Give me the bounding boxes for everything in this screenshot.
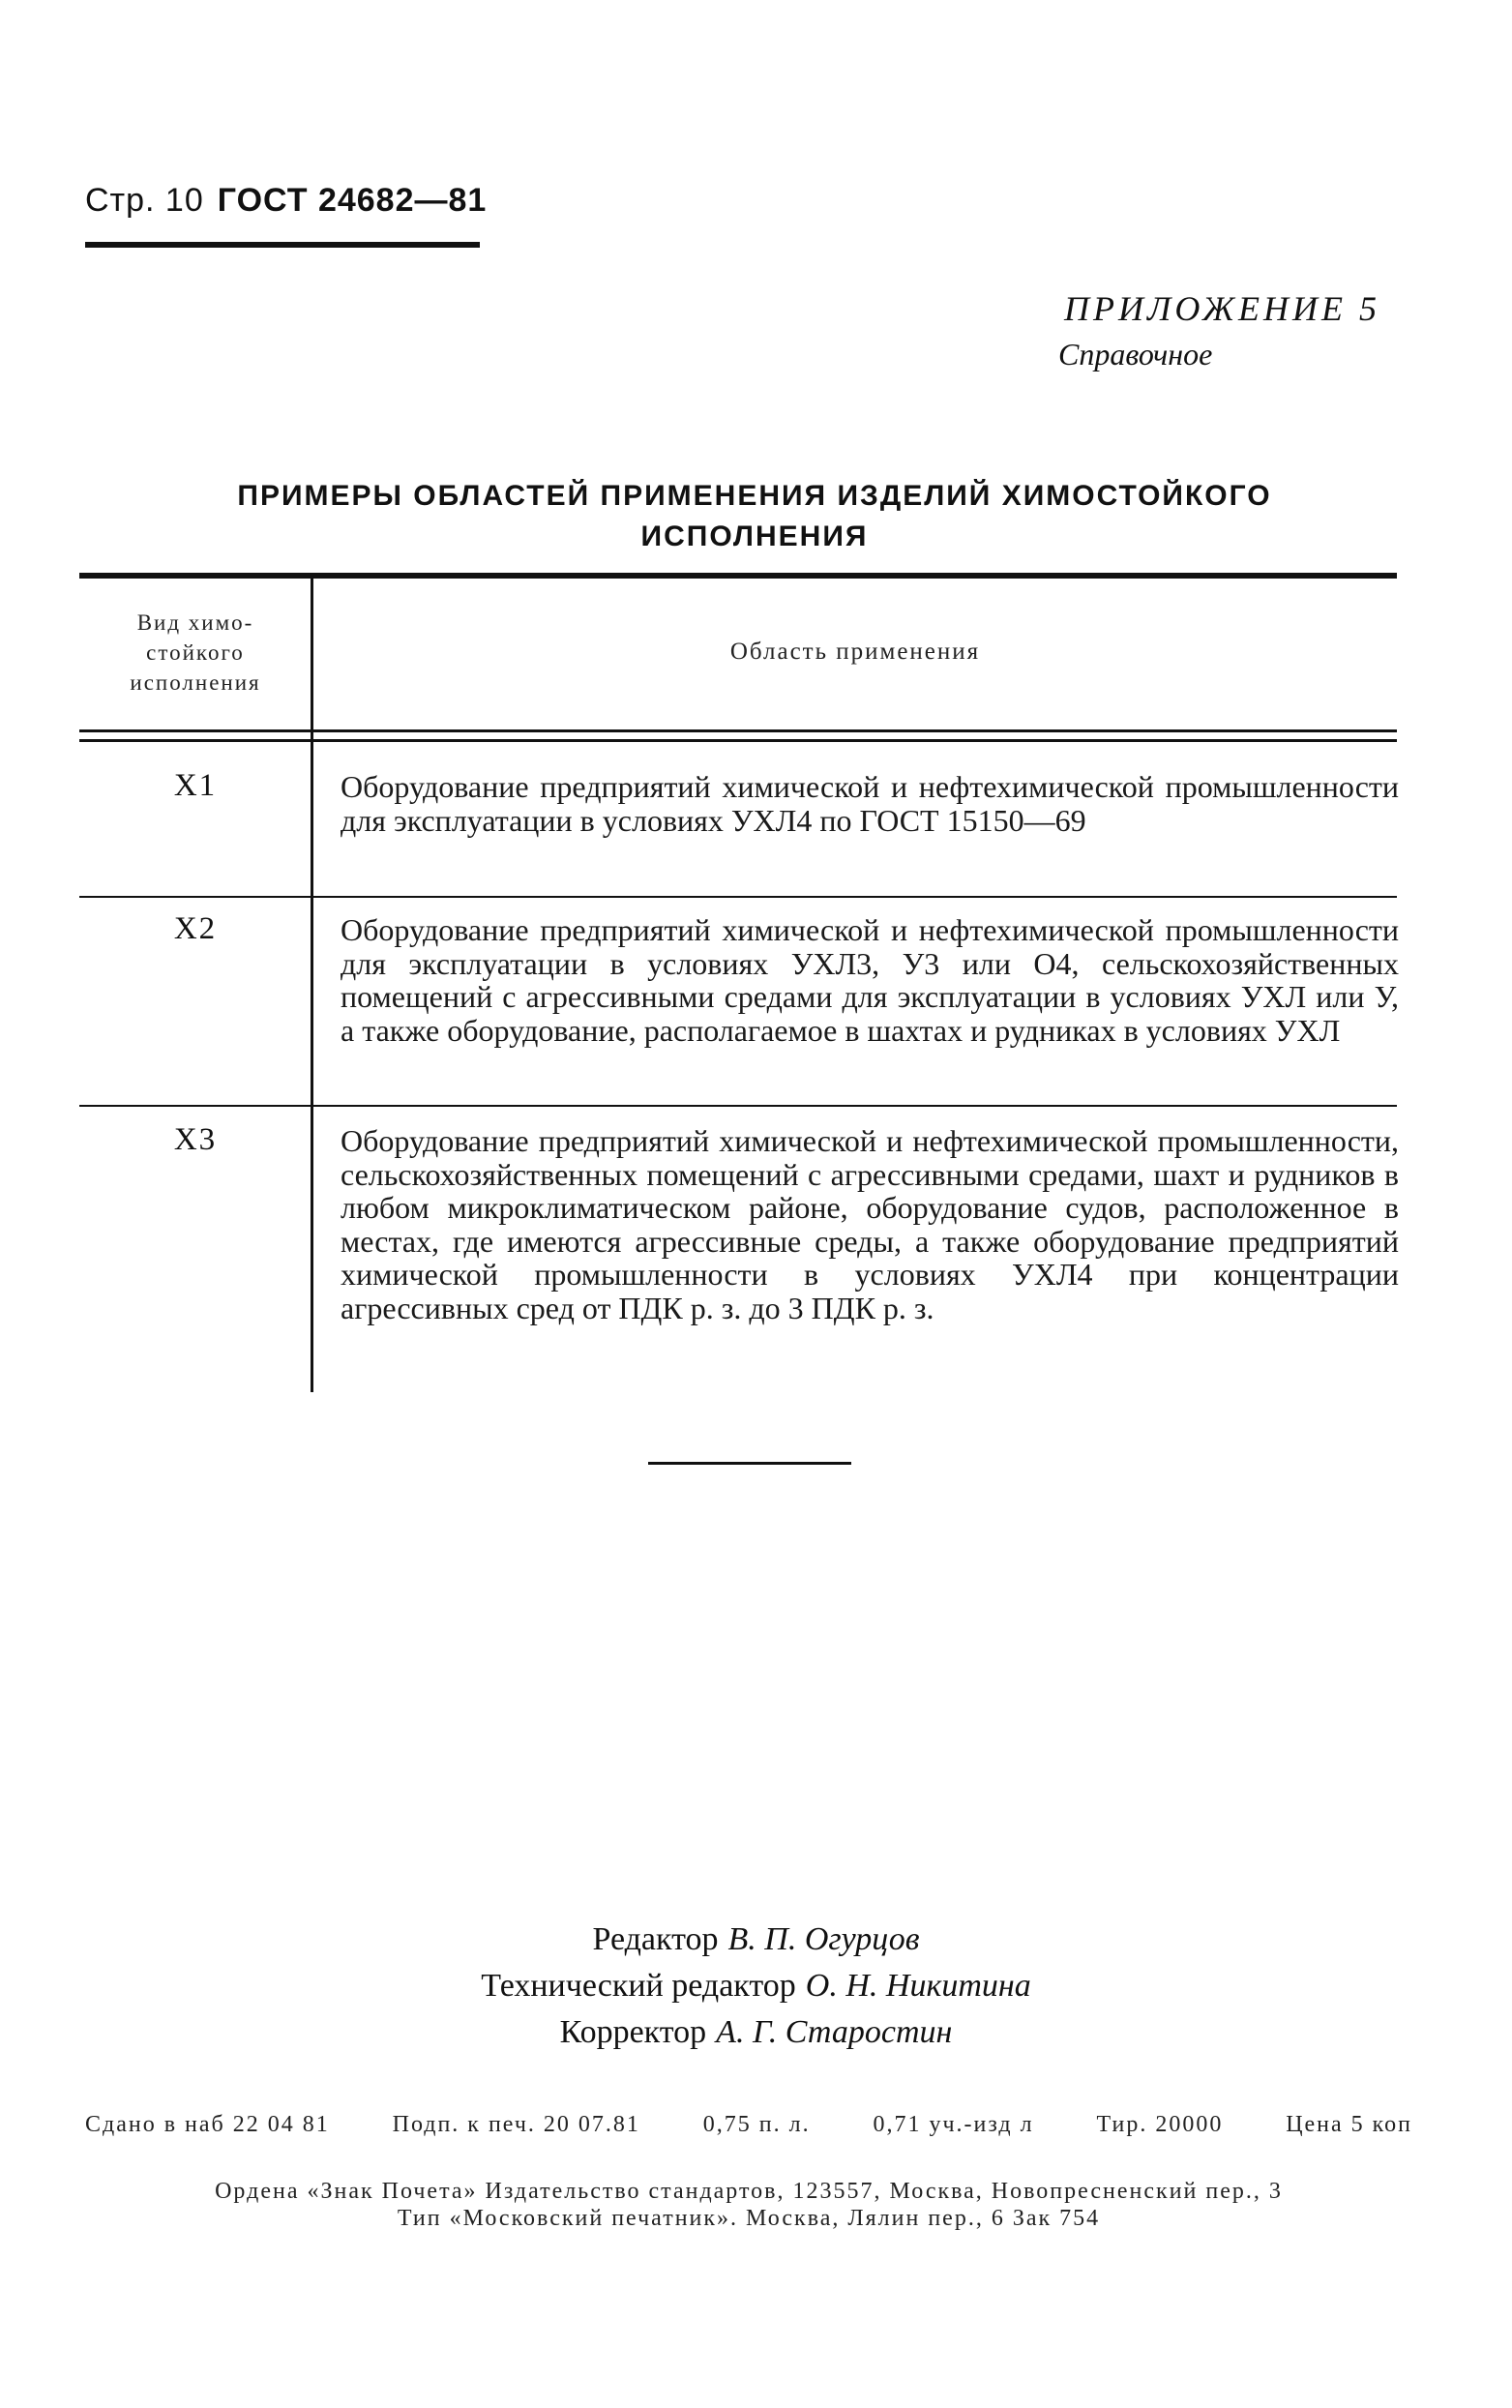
title-line-1: ПРИМЕРЫ ОБЛАСТЕЙ ПРИМЕНЕНИЯ ИЗДЕЛИЙ ХИМОСТОЙКОГО xyxy=(237,480,1272,512)
imprint-line-3: Тип «Московский печатник». Москва, Лялин пер., 6 Зак 754 xyxy=(397,2206,1101,2231)
running-header xyxy=(85,182,487,220)
page-number: Стр. 10 xyxy=(85,182,204,219)
row-code: Х1 xyxy=(173,768,218,803)
table-row-rule xyxy=(79,1105,1397,1107)
credit-tech-editor: Технический редактор О. Н. Никитина xyxy=(481,1968,1031,2004)
credit-editor: Редактор В. П. Огурцов xyxy=(592,1921,920,1957)
document-title xyxy=(135,476,1374,557)
column-header-kind: Вид химо- стойкого исполнения xyxy=(130,610,261,695)
table-header-rule xyxy=(79,739,1397,742)
table-header-rule xyxy=(79,729,1397,732)
section-end-rule xyxy=(648,1462,851,1465)
table-column-divider xyxy=(311,578,313,1392)
row-code: Х2 xyxy=(173,911,218,946)
row-code: Х3 xyxy=(173,1122,218,1157)
appendix-type: Справочное xyxy=(1058,337,1213,372)
imprint-line-1: Сдано в наб 22 04 81 Подп. к печ. 20 07.81 0,75 п. л. 0,71 уч.-изд л Тир. 20000 Цена 5 коп xyxy=(85,2112,1412,2137)
row-text: Оборудование предприятий химической и нефтехимической промышленности для эксплуатации в условиях УХЛ3, У3 или О4, сельскохозяйственных помещений с агрессивными средами для эксплуатации в условиях УХЛ или У, а также оборудование, располагаемое в шахтах и рудниках в условиях УХЛ xyxy=(341,912,1399,1048)
row-text: Оборудование предприятий химической и нефтехимической промышленности, сельскохозяйственных помещений с агрессивными средами, шахт и рудников в любом микроклиматическом районе, оборудование судов, расположенное в местах, где имеются агрессивные среды, а также оборудование предприятий химической промышленности в условиях УХЛ4 при концентрации агрессивных сред от ПДК р. з. до 3 ПДК р. з. xyxy=(341,1123,1399,1325)
table-top-rule xyxy=(79,573,1397,579)
title-line-2: ИСПОЛНЕНИЯ xyxy=(640,520,869,552)
imprint-line-2: Ордена «Знак Почета» Издательство стандартов, 123557, Москва, Новопресненский пер., 3 xyxy=(215,2179,1283,2204)
header-rule xyxy=(85,242,480,248)
appendix-label: ПРИЛОЖЕНИЕ 5 xyxy=(1064,289,1380,328)
credit-corrector: Корректор А. Г. Старостин xyxy=(559,2014,953,2050)
row-text: Оборудование предприятий химической и нефтехимической промышленности для эксплуатации в условиях УХЛ4 по ГОСТ 15150—69 xyxy=(341,769,1399,838)
column-header-area: Область применения xyxy=(729,639,981,665)
standard-number: ГОСТ 24682—81 xyxy=(217,182,488,219)
table-row-rule xyxy=(79,896,1397,898)
